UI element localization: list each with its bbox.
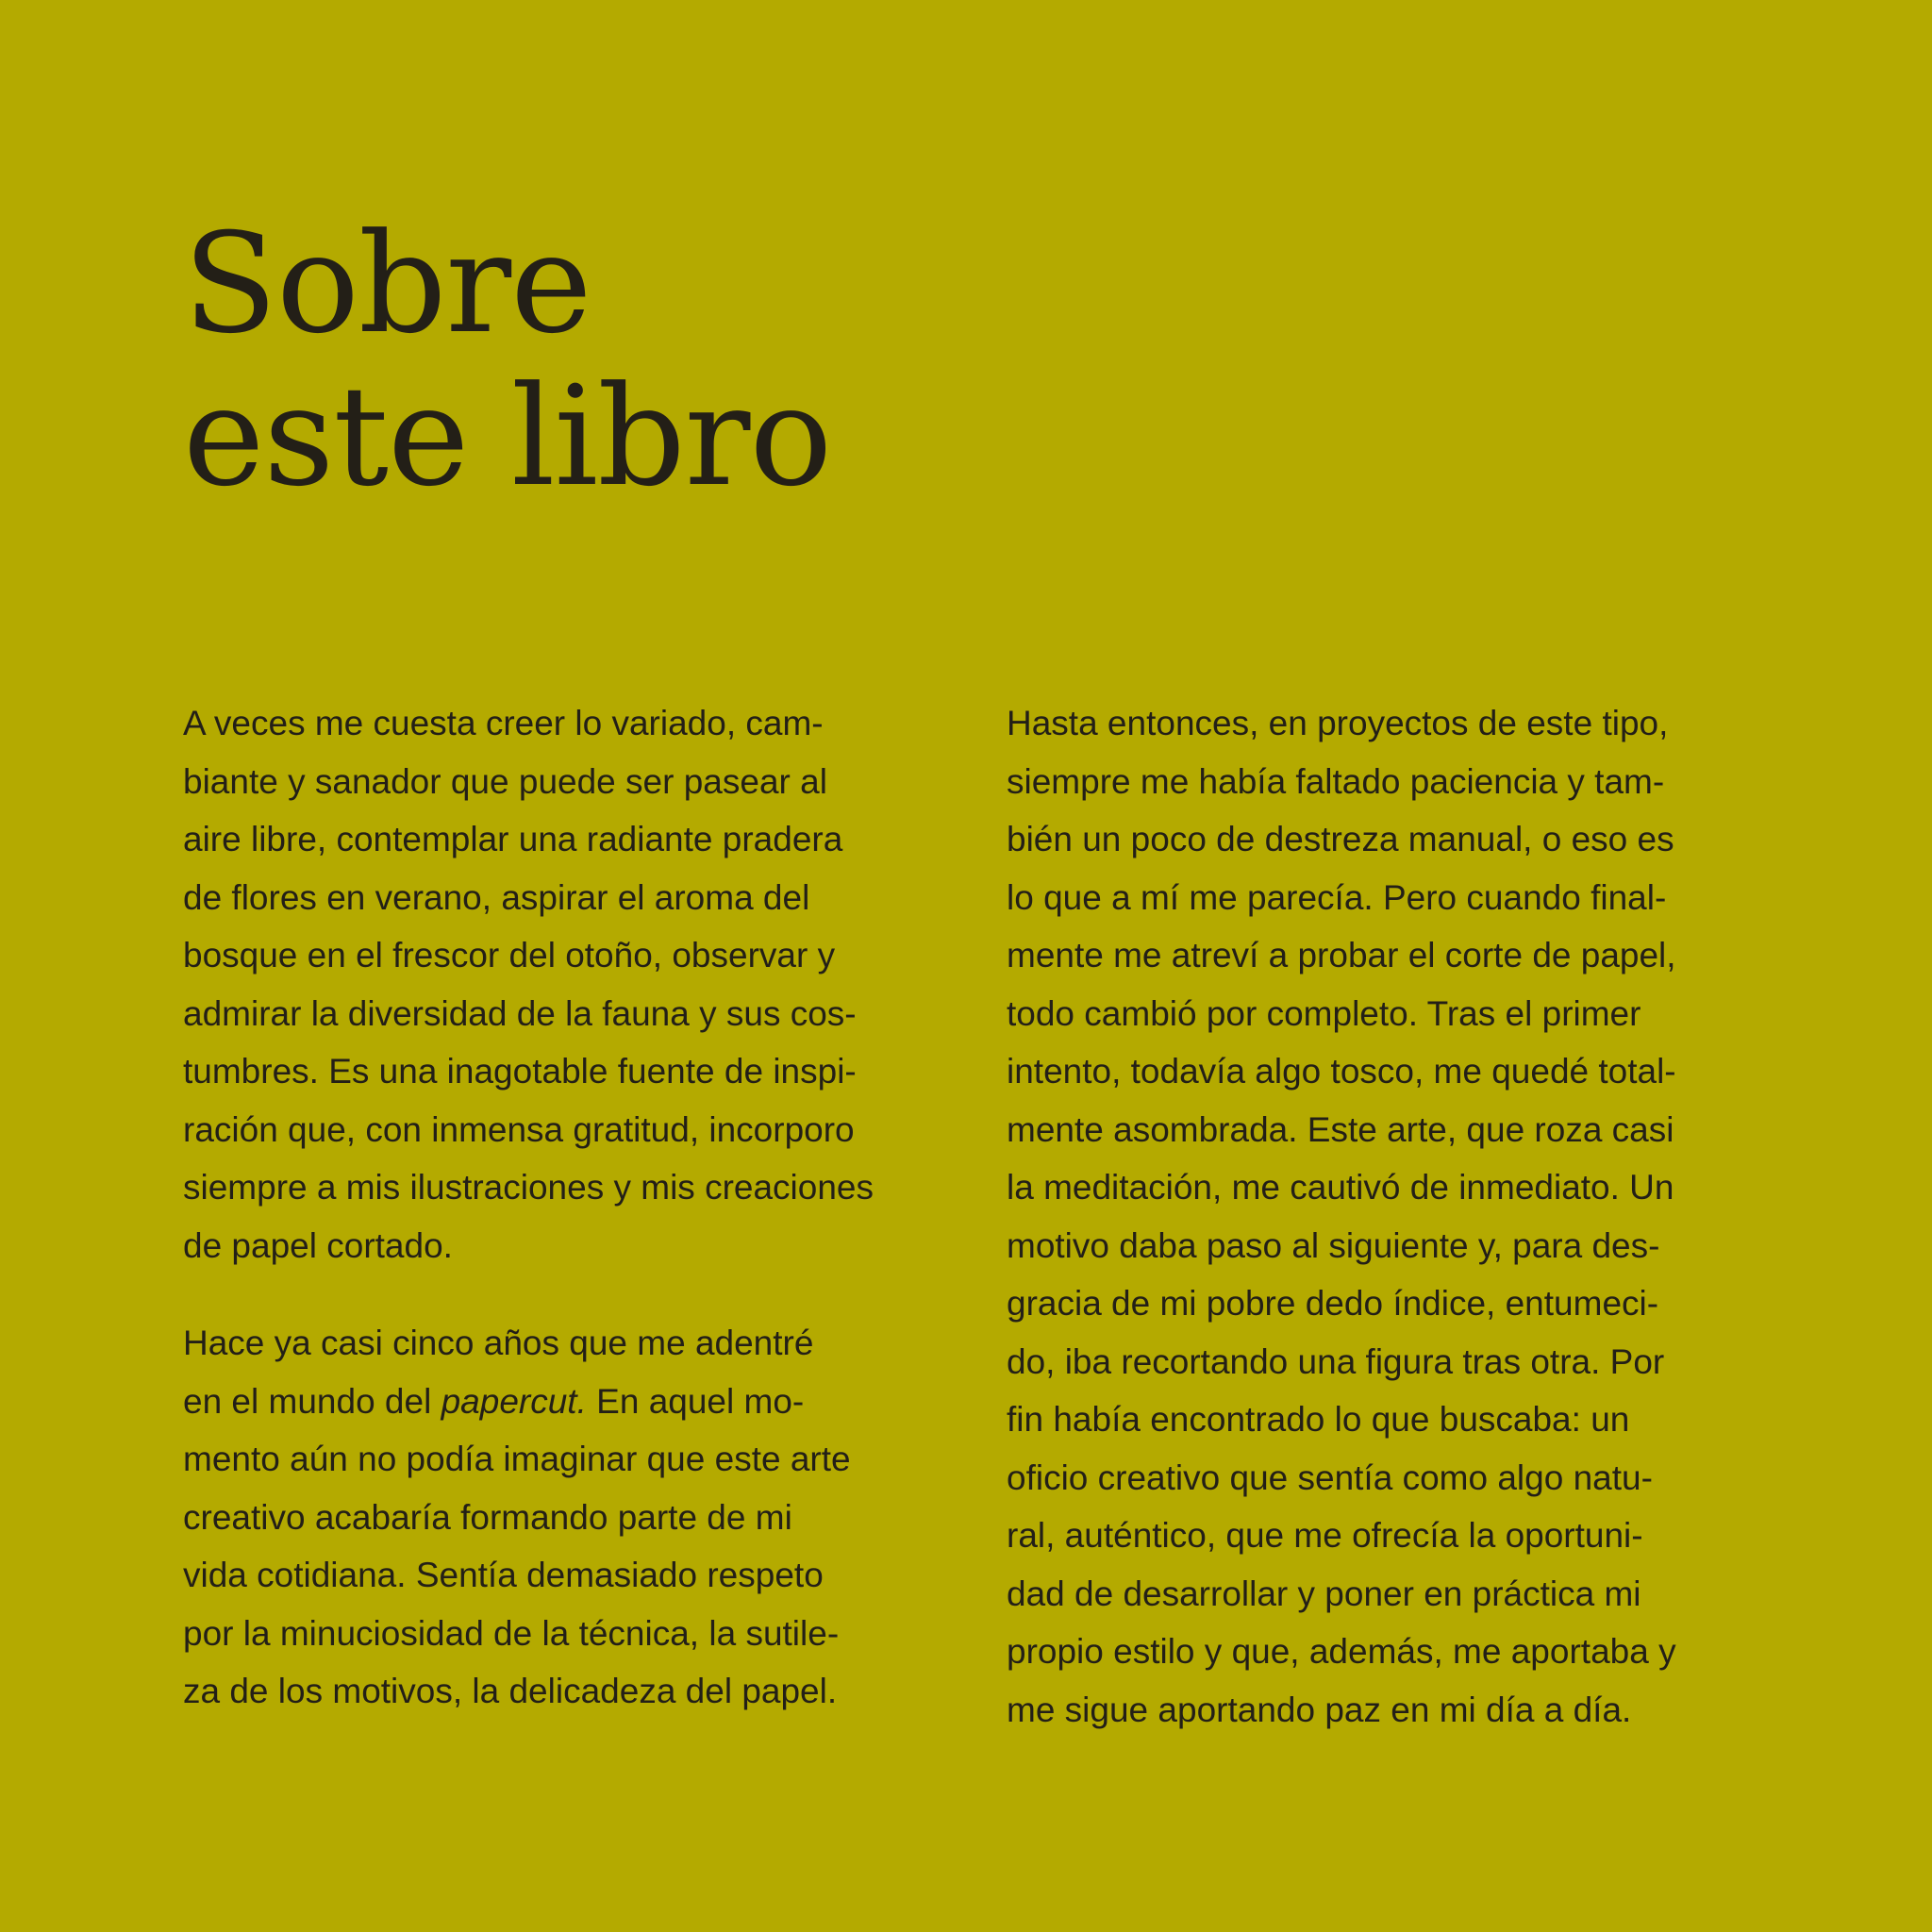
text-line: intento, todavía algo tosco, me quedé total- [1007, 1052, 1676, 1091]
text-segment: en el mundo del [183, 1381, 441, 1421]
paragraph-spacer [183, 1274, 938, 1314]
text-line: de flores en verano, aspirar el aroma del [183, 877, 810, 917]
text-line: Hasta entonces, en proyectos de este tipo, [1007, 704, 1669, 742]
page-title [183, 204, 832, 517]
text-line: admirar la diversidad de la fauna y sus cos- [183, 993, 857, 1033]
paragraph-3 [1007, 694, 1780, 1739]
text-line: creativo acabaría formando parte de mi [183, 1497, 792, 1537]
text-line: por la minuciosidad de la técnica, la sutile- [183, 1613, 840, 1653]
text-line: mento aún no podía imaginar que este arte [183, 1440, 851, 1478]
text-line: la meditación, me cautivó de inmediato. Un [1007, 1168, 1674, 1207]
text-line: ral, auténtico, que me ofrecía la oportuni- [1007, 1516, 1643, 1555]
text-line: vida cotidiana. Sentía demasiado respeto [183, 1556, 824, 1594]
title-line-2: este libro [183, 357, 832, 517]
text-line: biante y sanador que puede ser pasear al [183, 761, 827, 801]
text-line: Hace ya casi cinco años que me adentré [183, 1324, 814, 1362]
text-line: mente me atreví a probar el corte de papel, [1007, 936, 1676, 974]
text-line: bién un poco de destreza manual, o eso es [1007, 820, 1674, 858]
title-line-1: Sobre [183, 204, 591, 364]
text-line: todo cambió por completo. Tras el primer [1007, 993, 1641, 1033]
left-column [183, 694, 938, 1721]
text-line: ración que, con inmensa gratitud, incorporo [183, 1109, 855, 1149]
italic-term: papercut. [441, 1381, 587, 1421]
text-line [183, 1373, 938, 1431]
text-line: mente asombrada. Este arte, que roza casi [1007, 1109, 1674, 1149]
text-line: oficio creativo que sentía como algo natu- [1007, 1457, 1653, 1497]
text-line: propio estilo y que, además, me aportaba y [1007, 1632, 1676, 1671]
text-line: tumbres. Es una inagotable fuente de inspi- [183, 1052, 857, 1091]
text-line: dad de desarrollar y poner en práctica mi [1007, 1574, 1641, 1613]
text-line: do, iba recortando una figura tras otra. Por [1007, 1341, 1665, 1381]
text-line: aire libre, contemplar una radiante pradera [183, 820, 843, 858]
paragraph-2 [183, 1314, 938, 1721]
text-segment: En aquel mo- [586, 1381, 805, 1421]
paragraph-1 [183, 694, 938, 1274]
text-line: gracia de mi pobre dedo índice, entumeci- [1007, 1284, 1659, 1323]
text-line: bosque en el frescor del otoño, observar y [183, 936, 836, 974]
text-line: me sigue aportando paz en mi día a día. [1007, 1690, 1632, 1729]
text-line: lo que a mí me parecía. Pero cuando final- [1007, 877, 1667, 917]
text-line: fin había encontrado lo que buscaba: un [1007, 1400, 1630, 1439]
text-line: siempre me había faltado paciencia y tam- [1007, 761, 1665, 801]
text-line: A veces me cuesta creer lo variado, cam- [183, 704, 824, 742]
text-line: za de los motivos, la delicadeza del papel. [183, 1672, 838, 1710]
text-line: motivo daba paso al siguiente y, para des- [1007, 1225, 1660, 1265]
text-line: de papel cortado. [183, 1225, 453, 1265]
text-line: siempre a mis ilustraciones y mis creaciones [183, 1168, 874, 1207]
right-column [1007, 694, 1780, 1739]
